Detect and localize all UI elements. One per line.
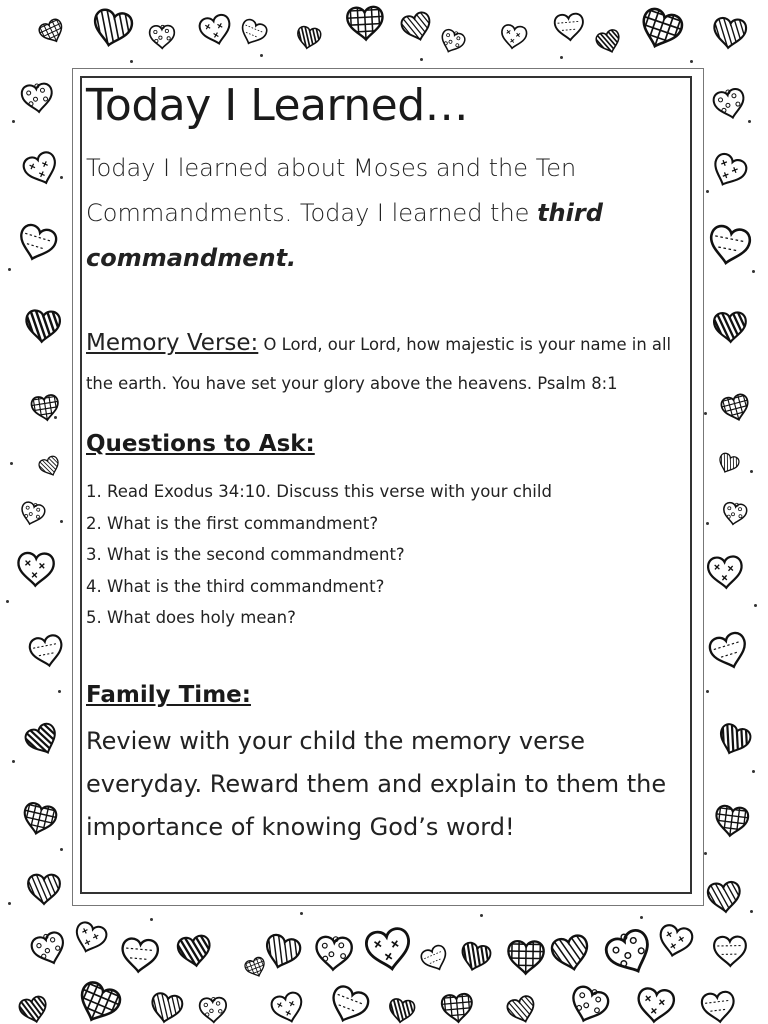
heart-icon xyxy=(330,984,370,1024)
heart-icon xyxy=(712,86,746,120)
decorative-dot xyxy=(690,60,693,63)
heart-icon xyxy=(700,988,736,1024)
family-time-text: Review with your child the memory verse everyday. Reward them and explain to them the importance of knowing God’s word! xyxy=(86,727,667,841)
decorative-dot xyxy=(8,268,11,271)
heart-icon xyxy=(20,500,46,526)
heart-icon xyxy=(38,455,60,477)
heart-icon xyxy=(92,6,134,48)
decorative-dot xyxy=(706,522,709,525)
heart-icon xyxy=(24,722,58,756)
heart-icon xyxy=(440,28,466,54)
heart-icon xyxy=(714,802,750,838)
heart-icon xyxy=(420,944,448,972)
decorative-dot xyxy=(752,270,755,273)
heart-icon xyxy=(604,928,652,976)
intro-text: Today I learned about Moses and the Ten Commandments. Today I learned the xyxy=(86,154,577,227)
decorative-dot xyxy=(60,520,63,523)
heart-icon xyxy=(460,940,492,972)
decorative-dot xyxy=(12,760,15,763)
family-time-heading: Family Time: xyxy=(86,682,251,708)
decorative-dot xyxy=(560,56,563,59)
heart-icon xyxy=(364,924,412,972)
heart-icon xyxy=(148,22,176,50)
decorative-dot xyxy=(300,912,303,915)
decorative-dot xyxy=(706,190,709,193)
heart-icon xyxy=(706,552,744,590)
heart-icon xyxy=(150,990,184,1024)
list-item: 1. Read Exodus 34:10. Discuss this verse with your child xyxy=(86,482,552,501)
page-title: Today I Learned… xyxy=(86,80,469,131)
heart-icon xyxy=(636,984,676,1024)
heart-icon xyxy=(708,222,752,266)
heart-icon xyxy=(718,722,752,756)
heart-icon xyxy=(553,10,585,42)
heart-icon xyxy=(120,934,160,974)
decorative-dot xyxy=(58,690,61,693)
decorative-dot xyxy=(12,120,15,123)
heart-icon xyxy=(640,6,684,50)
heart-icon xyxy=(712,932,748,968)
decorative-dot xyxy=(750,470,753,473)
decorative-dot xyxy=(150,918,153,921)
heart-icon xyxy=(506,936,546,976)
heart-icon xyxy=(198,12,232,46)
heart-icon xyxy=(708,630,748,670)
heart-icon xyxy=(314,932,354,972)
heart-icon xyxy=(500,22,528,50)
heart-icon xyxy=(28,632,64,668)
heart-icon xyxy=(264,932,302,970)
list-item: 5. What does holy mean? xyxy=(86,608,296,627)
heart-icon xyxy=(30,930,66,966)
heart-icon xyxy=(198,994,228,1024)
list-item: 2. What is the first commandment? xyxy=(86,513,379,533)
heart-icon xyxy=(20,80,54,114)
decorative-dot xyxy=(130,60,133,63)
heart-icon xyxy=(720,392,750,422)
heart-icon xyxy=(706,878,742,914)
heart-icon xyxy=(18,222,58,262)
heart-icon xyxy=(270,990,304,1024)
heart-icon xyxy=(388,996,416,1024)
heart-icon xyxy=(440,990,474,1024)
intro-paragraph xyxy=(86,146,686,281)
heart-icon xyxy=(722,500,748,526)
heart-icon xyxy=(550,932,590,972)
decorative-dot xyxy=(480,914,483,917)
list-item: 3. What is the second commandment? xyxy=(86,545,405,564)
decorative-dot xyxy=(54,416,57,419)
heart-icon xyxy=(74,920,108,954)
heart-icon xyxy=(18,994,48,1024)
decorative-dot xyxy=(60,848,63,851)
heart-icon xyxy=(26,870,62,906)
heart-icon xyxy=(595,28,621,54)
decorative-dot xyxy=(748,120,751,123)
heart-icon xyxy=(240,18,268,46)
heart-icon xyxy=(22,800,58,836)
memory-verse-text: O Lord, our Lord, how majestic is your name in all the earth. You have set your glory above the heavens. Psalm 8:1 xyxy=(86,335,672,393)
heart-icon xyxy=(658,922,694,958)
heart-icon xyxy=(78,980,122,1024)
list-item: 4. What is the third commandment? xyxy=(86,576,385,596)
decorative-dot xyxy=(752,770,755,773)
decorative-dot xyxy=(420,58,423,61)
heart-icon xyxy=(345,2,385,42)
memory-verse-heading: Memory Verse: xyxy=(86,330,259,356)
decorative-dot xyxy=(8,902,11,905)
intro-emphasis: third commandment. xyxy=(86,199,603,272)
heart-icon xyxy=(244,956,266,978)
heart-icon xyxy=(712,308,748,344)
heart-icon xyxy=(718,452,740,474)
decorative-dot xyxy=(750,910,753,913)
heart-icon xyxy=(570,984,610,1024)
heart-icon xyxy=(506,994,536,1024)
heart-icon xyxy=(296,24,322,50)
decorative-dot xyxy=(704,412,707,415)
questions-heading: Questions to Ask: xyxy=(86,431,315,457)
heart-icon xyxy=(712,14,748,50)
questions-list xyxy=(86,476,552,634)
decorative-dot xyxy=(260,54,263,57)
memory-verse xyxy=(86,324,688,403)
heart-icon xyxy=(176,932,212,968)
decorative-dot xyxy=(10,462,13,465)
heart-icon xyxy=(712,152,748,188)
decorative-dot xyxy=(706,690,709,693)
decorative-dot xyxy=(6,600,9,603)
heart-icon xyxy=(22,150,58,186)
heart-icon xyxy=(16,548,56,588)
heart-icon xyxy=(24,306,62,344)
heart-icon xyxy=(400,10,432,42)
decorative-dot xyxy=(60,176,63,179)
decorative-dot xyxy=(704,852,707,855)
heart-icon xyxy=(38,18,64,44)
decorative-dot xyxy=(640,916,643,919)
decorative-dot xyxy=(754,604,757,607)
